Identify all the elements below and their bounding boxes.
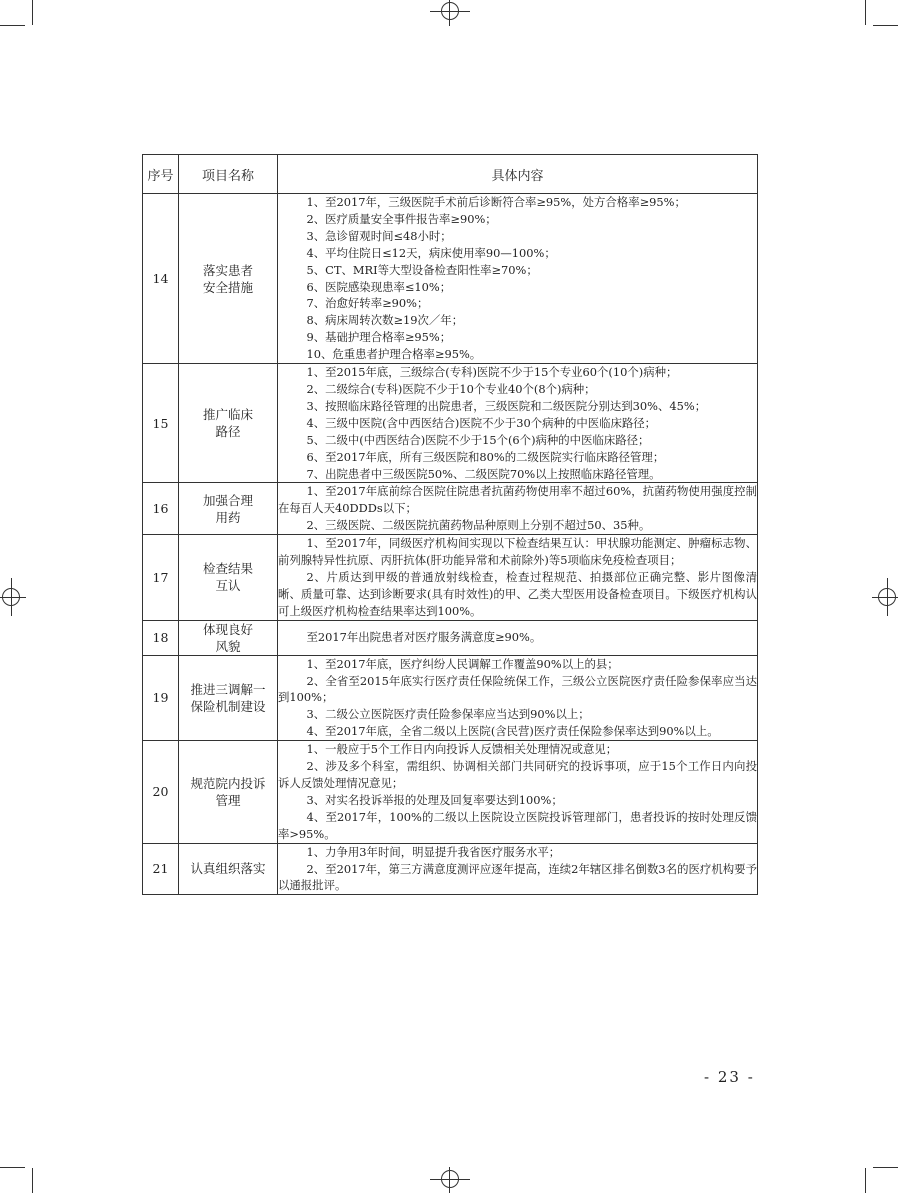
content-item: 3、对实名投诉举报的处理及回复率要达到100%； (306, 792, 563, 807)
project-name (179, 843, 278, 895)
content-item: 5、二级中(中西医结合)医院不少于15个(6个)病种的中医临床路径； (306, 432, 650, 447)
content-item: 8、病床周转次数≥19次／年； (306, 313, 464, 328)
project-name (179, 620, 278, 655)
content-item: 2、三级医院、二级医院抗菌药物品种原则上分别不超过50、35种。 (306, 518, 651, 533)
content-item: 3、急诊留观时间≤48小时； (306, 228, 452, 243)
header-project-name: 项目名称 (179, 155, 278, 194)
project-name-line: 认真组织落实 (190, 861, 266, 877)
project-name-line: 推广临床 (202, 407, 253, 423)
table-row (143, 194, 758, 364)
project-name-line: 路径 (215, 424, 241, 440)
content-cell (278, 364, 758, 483)
row-number: 15 (143, 364, 179, 483)
project-name-line: 保险机制建设 (190, 698, 266, 714)
row-number: 21 (143, 843, 179, 895)
content-cell (278, 620, 758, 655)
row-number: 18 (143, 620, 179, 655)
project-name-line: 用药 (215, 509, 241, 525)
content-table (142, 154, 758, 895)
content-item: 4、至2017年底，全省二级以上医院(含民营)医疗责任保险参保率达到90%以上。 (306, 724, 719, 739)
content-item: 9、基础护理合格率≥95%； (306, 330, 452, 345)
project-name-line: 加强合理 (202, 492, 253, 508)
table-row (143, 843, 758, 895)
content-item: 2、片质达到甲级的普通放射线检查，检查过程规范、拍摄部位正确完整、影片图像清晰、质量可靠、达到诊断要求(具有时效性)的甲、乙类大型医用设备检查项目。下级医疗机构认可上级医疗机构检查结果率达到100%。 (278, 569, 757, 618)
content-item: 1、至2015年底，三级综合(专科)医院不少于15个专业60个(10个)病种； (306, 365, 678, 380)
content-item: 4、三级中医院(含中西医结合)医院不少于30个病种的中医临床路径； (306, 415, 657, 430)
project-name (179, 741, 278, 843)
content-item: 6、医院感染现患率≤10%； (306, 279, 452, 294)
table-row (143, 741, 758, 843)
content-item: 2、医疗质量安全事件报告率≥90%； (306, 211, 497, 226)
content-item: 1、至2017年底，医疗纠纷人民调解工作覆盖90%以上的县； (306, 656, 619, 671)
project-name-line: 检查结果 (202, 561, 253, 577)
project-name-line: 管理 (215, 792, 241, 808)
content-item: 1、至2017年，三级医院手术前后诊断符合率≥95%，处方合格率≥95%； (306, 195, 686, 209)
content-item: 1、至2017年，同级医疗机构间实现以下检查结果互认：甲状腺功能测定、肿瘤标志物、前列腺特异性抗原、丙肝抗体(肝功能异常和术前除外)等5项临床免疫检查项目； (278, 536, 757, 568)
content-item: 7、出院患者中三级医院50%、二级医院70%以上按照临床路径管理。 (306, 466, 661, 481)
content-cell (278, 483, 758, 535)
content-item: 3、二级公立医院医疗责任险参保率应当达到90%以上； (306, 707, 590, 722)
content-item: 1、力争用3年时间，明显提升我省医疗服务水平； (306, 844, 561, 859)
project-name (179, 483, 278, 535)
project-name-line: 安全措施 (202, 279, 253, 295)
table-row (143, 620, 758, 655)
table-row (143, 364, 758, 483)
table-header-row (143, 155, 758, 194)
row-number: 16 (143, 483, 179, 535)
project-name-line: 落实患者 (202, 262, 253, 278)
row-number: 20 (143, 741, 179, 843)
header-serial-number: 序号 (143, 155, 179, 194)
content-item: 2、全省至2015年底实行医疗责任保险统保工作，三级公立医院医疗责任险参保率应当达到100%； (278, 673, 757, 705)
content-item: 4、平均住院日≤12天，病床使用率90—100%； (306, 245, 556, 260)
content-item: 10、危重患者护理合格率≥95%。 (306, 347, 482, 362)
project-name-line: 推进三调解一 (190, 681, 266, 697)
content-item: 2、至2017年，第三方满意度测评应逐年提高，连续2年辖区排名倒数3名的医疗机构要予以通报批评。 (278, 861, 757, 893)
row-number: 17 (143, 535, 179, 621)
project-name (179, 655, 278, 741)
content-item: 3、按照临床路径管理的出院患者，三级医院和二级医院分别达到30%、45%； (306, 398, 707, 413)
table-row (143, 483, 758, 535)
content-item: 6、至2017年底，所有三级医院和80%的二级医院实行临床路径管理； (306, 449, 665, 464)
content-item: 7、治愈好转率≥90%； (306, 296, 429, 311)
content-cell (278, 741, 758, 843)
content-cell (278, 535, 758, 621)
table-row (143, 655, 758, 741)
page-number: - 23 - (704, 1068, 755, 1086)
table-row (143, 535, 758, 621)
content-item: 1、至2017年底前综合医院住院患者抗菌药物使用率不超过60%，抗菌药物使用强度控制在每百人天40DDDs以下； (278, 484, 757, 516)
content-item: 4、至2017年，100%的二级以上医院设立医院投诉管理部门，患者投诉的按时处理反馈率>95%。 (278, 809, 757, 841)
header-details: 具体内容 (278, 155, 758, 194)
project-name-line: 规范院内投诉 (190, 775, 266, 791)
content-cell (278, 843, 758, 895)
content-item: 2、二级综合(专科)医院不少于10个专业40个(8个)病种； (306, 381, 596, 396)
content-cell (278, 194, 758, 364)
project-name (179, 364, 278, 483)
content-item: 1、一般应于5个工作日内向投诉人反馈相关处理情况或意见； (306, 742, 618, 757)
project-name (179, 535, 278, 621)
row-number: 14 (143, 194, 179, 364)
content-item: 2、涉及多个科室，需组织、协调相关部门共同研究的投诉事项，应于15个工作日内向投诉人反馈处理情况意见； (278, 759, 757, 790)
project-name-line: 体现良好 (202, 621, 253, 637)
project-name-line: 风貌 (215, 638, 241, 654)
table-body (143, 194, 758, 895)
content-cell (278, 655, 758, 741)
project-name-line: 互认 (215, 578, 241, 594)
content-item: 至2017年出院患者对医疗服务满意度≥90%。 (306, 630, 542, 645)
row-number: 19 (143, 655, 179, 741)
content-item: 5、CT、MRI等大型设备检查阳性率≥70%； (306, 262, 538, 277)
project-name (179, 194, 278, 364)
